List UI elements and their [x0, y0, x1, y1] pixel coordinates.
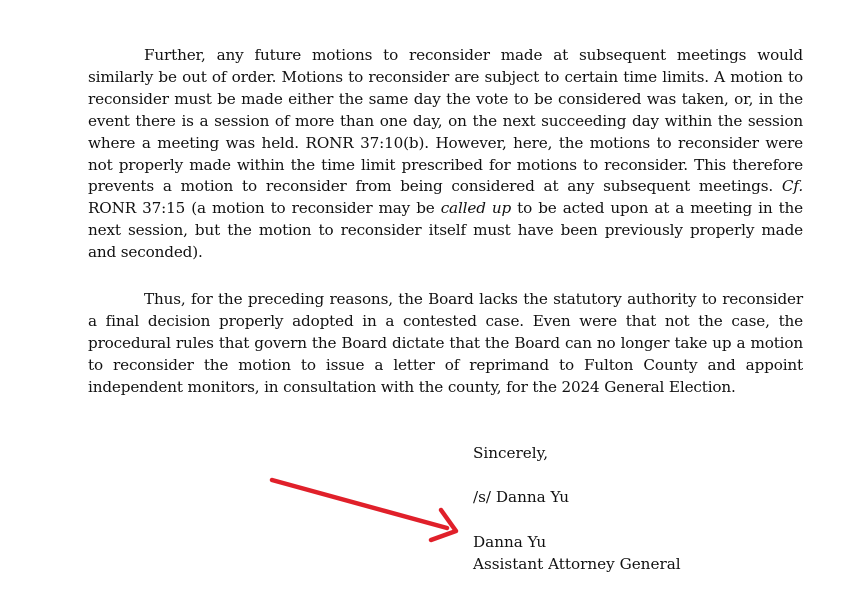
electronic-signature: /s/ Danna Yu [473, 488, 570, 506]
paragraph-text: Further, any future motions to reconsider made at subsequent meetings would similarly be out of order. Motions to reconsider are subject to certain time limits. A motion to reconsider must be made either the same day the vote to be considered was taken, or, in the event there is a session of more than one day, on the next succeeding day within the session where a meeting was held. RONR 37:10(b). However, here, the motions to reconsider were not properly made within the time limit prescribed for motions to reconsider. This therefore prevents a motion to reconsider from being considered at any subsequent meetings. [88, 46, 803, 196]
paragraph-text: RONR 37:15 (a motion to reconsider may be [88, 199, 441, 218]
closing-salutation: Sincerely, [473, 444, 549, 462]
emphasis-called-up: called up [440, 199, 512, 218]
signer-title: Assistant Attorney General [473, 555, 681, 573]
arrow-head [431, 510, 456, 540]
signer-name: Danna Yu [473, 533, 547, 551]
citation-signal-cf: Cf. [781, 177, 803, 196]
paragraph-conclusion: Thus, for the preceding reasons, the Board lacks the statutory authority to reconsider a final decision properly adopted in a contested case. Even were that not the case, the procedural rules that govern the Board dictate that the Board can no longer take up a motion to reconsider the motion to issue a letter of reprimand to Fulton County and appoint independent monitors, in consultation with the county, for the 2024 General Election. [88, 290, 803, 396]
arrow-shaft [272, 480, 447, 528]
paragraph-reconsider-time-limits [88, 45, 803, 264]
paragraph-text: to be acted upon at a meeting in the next session, but the motion to reconsider itself must have been previously properly made and seconded). [88, 199, 804, 262]
